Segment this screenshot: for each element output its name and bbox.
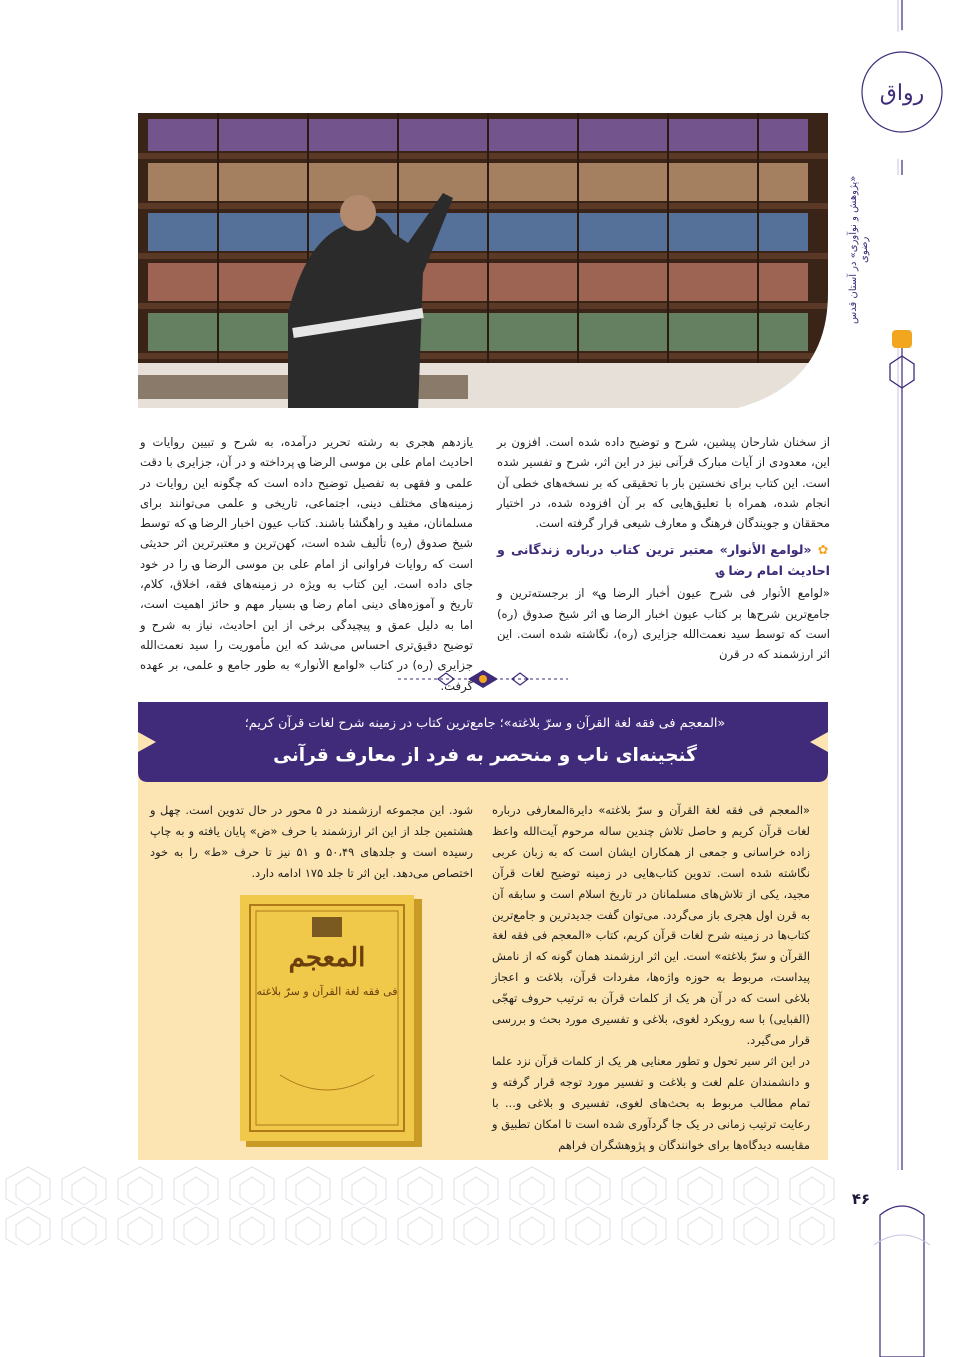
book-cover-image	[240, 895, 422, 1147]
vertical-caption: «پژوهش و نوآوری» در آستان قدس رضوی	[848, 175, 870, 325]
feature-paragraph: شود. این مجموعه ارزشمند در ۵ محور در حال تدوین است. چهل و هشتمین جلد از این اثر ارزشمند با حرف «ض» پایان یافته و به چاپ رسیده است و جلدهای ۵۰،۴۹ و ۵۱ نیز تا حرف «ط» را به خود اختصاص می‌دهد. این اثر تا جلد ۱۷۵ ادامه دارد.	[150, 803, 473, 880]
feature-paragraph: در این اثر سیر تحول و تطور معنایی هر یک از کلمات قرآن نزد علما و دانشمندان علم لغت و بلاغت و تفسیر مورد توجه قرار گرفته و تمام مطالب مربوط به بحث‌های لغوی، تفسیری و بلاغی و... با رعایت ترتیب زمانی در یک جا گردآوری شده است تا امکان تطبیق و مقایسه دیدگاه‌ها برای خوانندگان و پژوهشگران فراهم	[492, 1053, 810, 1152]
section-heading-text: «لوامع الأنوار» معتبر ترین کتاب درباره زندگانی و احادیث امام رضا ؈	[497, 542, 830, 579]
bookshelf-photo	[138, 113, 828, 408]
article-paragraph: یازدهم هجری به رشته تحریر درآمده، به شرح و تبیین روایات و احادیث امام علی بن موسی الرضا ؈ پرداخته و در آن، جزایری با دقت علمی و فقهی به تفصیل توضیح داده است که چگونه این روایات در زمینه‌های مختلف دینی، اجتماعی، تاریخی و علمی می‌توانند برای مسلمانان، مفید و راهگشا باشند. کتاب عیون اخبار الرضا ؈ که توسط شیخ صدوق (ره) تألیف شده است، کهن‌ترین و معتبرترین اثر حدیثی است که روایات فراوانی از امام علی بن موسی الرضا ؈ را در خود جای داده است. این کتاب به ویژه در زمینه‌های فقه، اخلاق، کلام، تاریخ و آموزه‌های دینی امام رضا ؈ بسیار مهم و حائز اهمیت است، اما به دلیل عمق و پیچیدگی برخی از این احادیث، نیاز به شرح و توضیح دقیق‌تری احساس می‌شد که این مأموریت را سید نعمت‌الله جزایری (ره) در کتاب «لوامع الأنوار» به طور جامع و علمی، بر عهده گرفت.	[140, 435, 473, 693]
magazine-logo	[838, 30, 966, 160]
feature-right-column	[492, 800, 810, 1155]
book-subtitle: فی فقه لغة القرآن و سرّ بلاغته	[256, 985, 398, 998]
article-right-column	[497, 432, 830, 665]
article-paragraph: از سخنان شارحان پیشین، شرح و توضیح داده شده است. افزون بر این، معدودی از آیات مبارک قرآنی نیز در این اثر، شرح و تفسیر شده است. این کتاب برای نخستین بار با تحقیقی که بر نسخه‌های خطی آن انجام شده، همراه با تعلیق‌هایی که بر آن افزوده شده، در اختیار محققان و جویندگان فرهنگ و معارف شیعی قرار گرفته است.	[497, 435, 830, 531]
feature-title: گنجینه‌ای ناب و منحصر به فرد از معارف قرآنی	[273, 745, 697, 766]
page-number: ۴۶	[851, 1190, 871, 1208]
svg-text:رواق: رواق	[879, 81, 925, 106]
feature-paragraph: «المعجم فی فقه لغة القرآن و سرّ بلاغته» دایرة‌المعارفی درباره لغات قرآن کریم و حاصل تلاش چندین ساله مرحوم آیت‌الله واعظ زاده خراسانی و جمعی از همکاران ایشان است که به زبان عربی نگاشته شده است. تدوین کتاب‌هایی در زمینه توضیح لغات قرآن مجید، یکی از تلاش‌های مسلمانان در تاریخ اسلام است و سابقه آن به قرن اول هجری باز می‌گردد. می‌توان گفت جدیدترین و جامع‌ترین کتاب‌ها در زمینه شرح لغات قرآن کریم، کتاب «المعجم فی فقه لغة القرآن و سرّ بلاغته» است. این اثر ارزشمند همان گونه که از نامش پیداست، مربوط به حوزه واژه‌ها، مفردات قرآن، بلاغت و اعجاز بلاغی است که در آن هر یک از کلمات قرآن به ترتیب حروف تهجّی (الفبایی) با سه رویکرد لغوی، بلاغی و تفسیری مورد بحث و بررسی قرار می‌گیرد.	[492, 803, 810, 1047]
ornamental-divider	[138, 666, 828, 692]
feature-left-column	[150, 800, 473, 884]
feature-kicker: «المعجم فی فقه لغة القرآن و سرّ بلاغته»؛ جامع‌ترین کتاب در زمینه شرح لغات قرآن کریم؛	[244, 716, 726, 731]
article-left-column	[140, 432, 473, 696]
book-main-title: المعجم	[288, 943, 366, 973]
bottom-ornament-pattern	[0, 1165, 838, 1245]
article-paragraph: «لوامع الأنوار فی شرح عیون أخبار الرضا ؈» از برجسته‌ترین و جامع‌ترین شرح‌ها بر کتاب عیون اخبار الرضا ؈ اثر شیخ صدوق (ره) است که توسط سید نعمت‌الله جزایری (ره)، نگاشته شده است. این اثر ارزشمند که در قرن	[497, 586, 830, 662]
flower-bullet-icon: ✿	[817, 542, 830, 558]
section-heading	[497, 539, 830, 581]
